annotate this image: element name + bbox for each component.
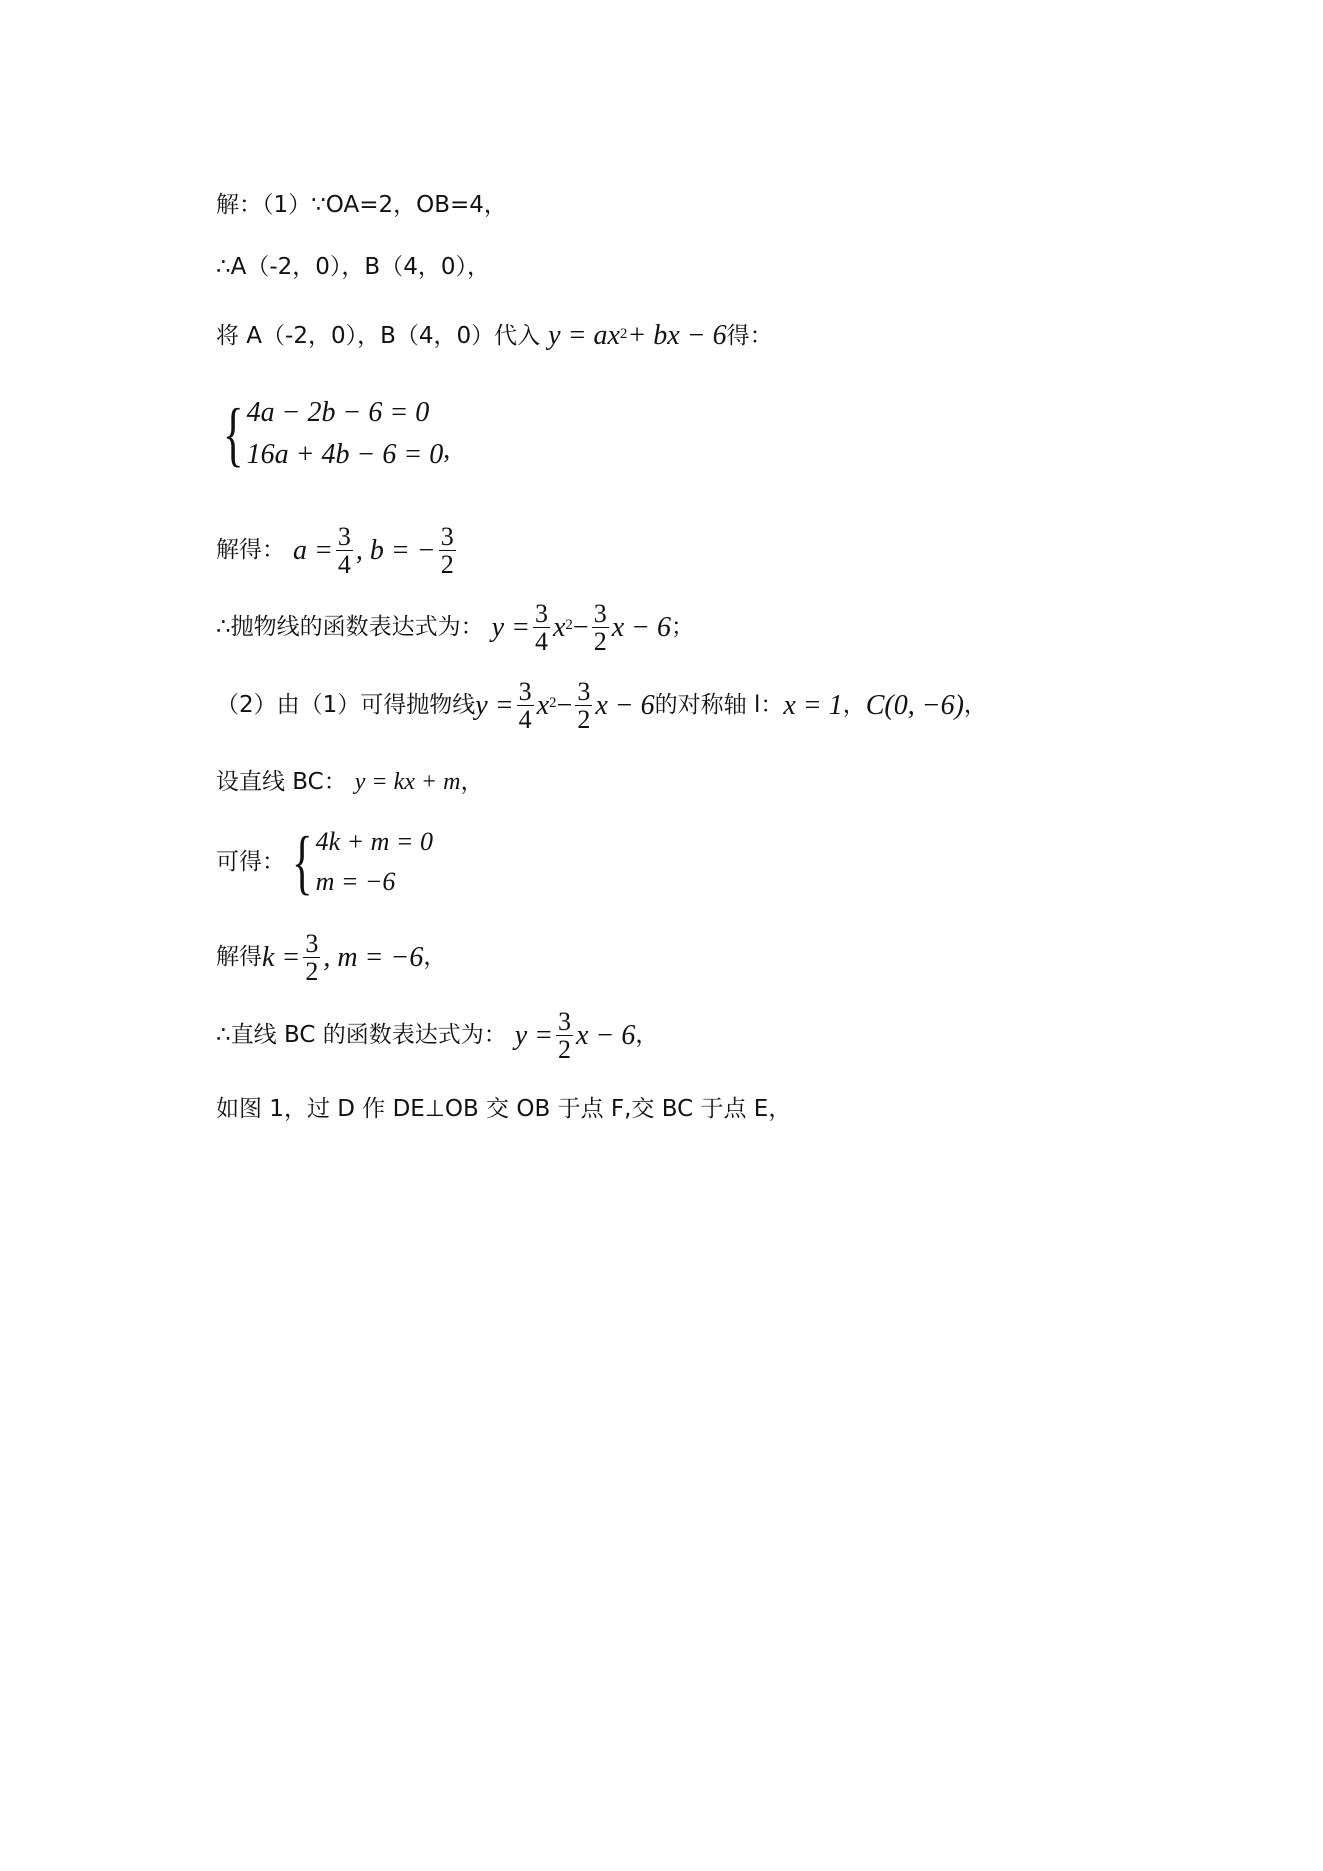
line-text: 得：	[726, 322, 773, 349]
point-c: C(0, −6)	[865, 689, 964, 721]
solution-line-3	[216, 322, 773, 350]
fraction	[533, 600, 550, 656]
punctuation: ，	[635, 1022, 659, 1049]
system-row: 4a − 2b − 6 = 0	[246, 397, 430, 428]
line-text: 解：（1）∵OA=2，OB=4，	[216, 192, 507, 218]
fraction	[556, 1008, 573, 1064]
left-brace: {	[222, 394, 244, 474]
punctuation: ，	[460, 768, 484, 795]
fraction	[575, 678, 592, 734]
equation-part: y =	[491, 611, 530, 643]
solution-line-2	[216, 256, 490, 279]
system-row: m = −6	[315, 867, 396, 896]
equation-part: , b = −	[355, 534, 436, 566]
line-text: 解得：	[216, 537, 285, 564]
solution-line-5	[216, 523, 459, 579]
equation-system-1	[216, 394, 451, 474]
equation-part: x = 1	[783, 689, 843, 721]
equation-part: a =	[293, 534, 333, 566]
denominator: 2	[440, 550, 454, 580]
denominator: 2	[577, 705, 591, 735]
fraction	[336, 523, 353, 579]
denominator: 4	[337, 550, 351, 580]
fraction	[592, 600, 609, 656]
system-row: 4k + m = 0	[315, 827, 433, 856]
equation-part: y =	[475, 689, 514, 721]
denominator: 2	[305, 957, 319, 987]
fraction	[439, 523, 456, 579]
numerator: 3	[337, 522, 351, 551]
denominator: 4	[518, 705, 532, 735]
line-text: 将 A（-2，0），B（4，0）代入	[216, 322, 541, 349]
exponent: 2	[619, 325, 628, 342]
system-row: 16a + 4b − 6 = 0	[246, 439, 444, 470]
system	[285, 822, 433, 902]
punctuation: ,	[443, 434, 451, 465]
equation-part: x − 6	[595, 689, 655, 721]
line-text: 解得	[216, 944, 262, 971]
numerator: 3	[577, 677, 591, 706]
equation-part: −	[556, 689, 573, 721]
solution-line-7	[216, 678, 987, 734]
solution-line-12	[216, 1098, 791, 1121]
equation-part: x	[552, 611, 566, 643]
equation-part: −	[572, 611, 589, 643]
solution-line-1	[216, 194, 507, 217]
line-text: （2）由（1）可得抛物线	[216, 692, 476, 719]
numerator: 3	[593, 599, 607, 628]
exponent: 2	[549, 695, 557, 712]
numerator: 3	[534, 599, 548, 628]
solution-line-6	[216, 600, 694, 656]
punctuation: ，	[842, 692, 866, 719]
equation-system-2	[216, 822, 433, 902]
line-text: 可得：	[216, 848, 285, 875]
equation-part: + bx − 6	[627, 320, 727, 351]
exponent: 2	[565, 617, 573, 634]
line-text: ∴直线 BC 的函数表达式为：	[216, 1022, 507, 1049]
solution-line-8	[216, 770, 483, 794]
line-text: 设直线 BC：	[216, 768, 347, 795]
line-text: ∴抛物线的函数表达式为：	[216, 614, 484, 641]
equation-part: , m = −6	[323, 941, 424, 973]
numerator: 3	[558, 1007, 572, 1036]
equation-part: x − 6	[611, 611, 672, 643]
denominator: 2	[558, 1035, 572, 1065]
denominator: 2	[593, 627, 607, 657]
equation-part: k =	[262, 941, 301, 973]
system	[216, 394, 444, 474]
punctuation: ；	[671, 614, 695, 641]
line-text: 如图 1，过 D 作 DE⊥OB 交 OB 于点 F,交 BC 于点 E，	[216, 1096, 792, 1122]
equation-part: x	[536, 689, 550, 721]
numerator: 3	[305, 929, 319, 958]
fraction	[303, 930, 320, 986]
numerator: 3	[518, 677, 532, 706]
punctuation: ，	[963, 692, 987, 719]
equation-part: y = ax	[548, 320, 620, 351]
numerator: 3	[440, 522, 454, 551]
fraction	[517, 678, 534, 734]
denominator: 4	[534, 627, 548, 657]
equation-part: x − 6	[576, 1019, 636, 1051]
line-text: ∴A（-2，0），B（4，0），	[216, 254, 490, 280]
line-text: 的对称轴 l：	[654, 692, 784, 719]
punctuation: ，	[423, 944, 447, 971]
solution-line-11	[216, 1008, 658, 1064]
equation-part: y =	[514, 1019, 554, 1051]
solution-line-10	[216, 930, 446, 986]
left-brace: {	[291, 822, 313, 902]
equation-part: y = kx + m	[354, 769, 461, 795]
